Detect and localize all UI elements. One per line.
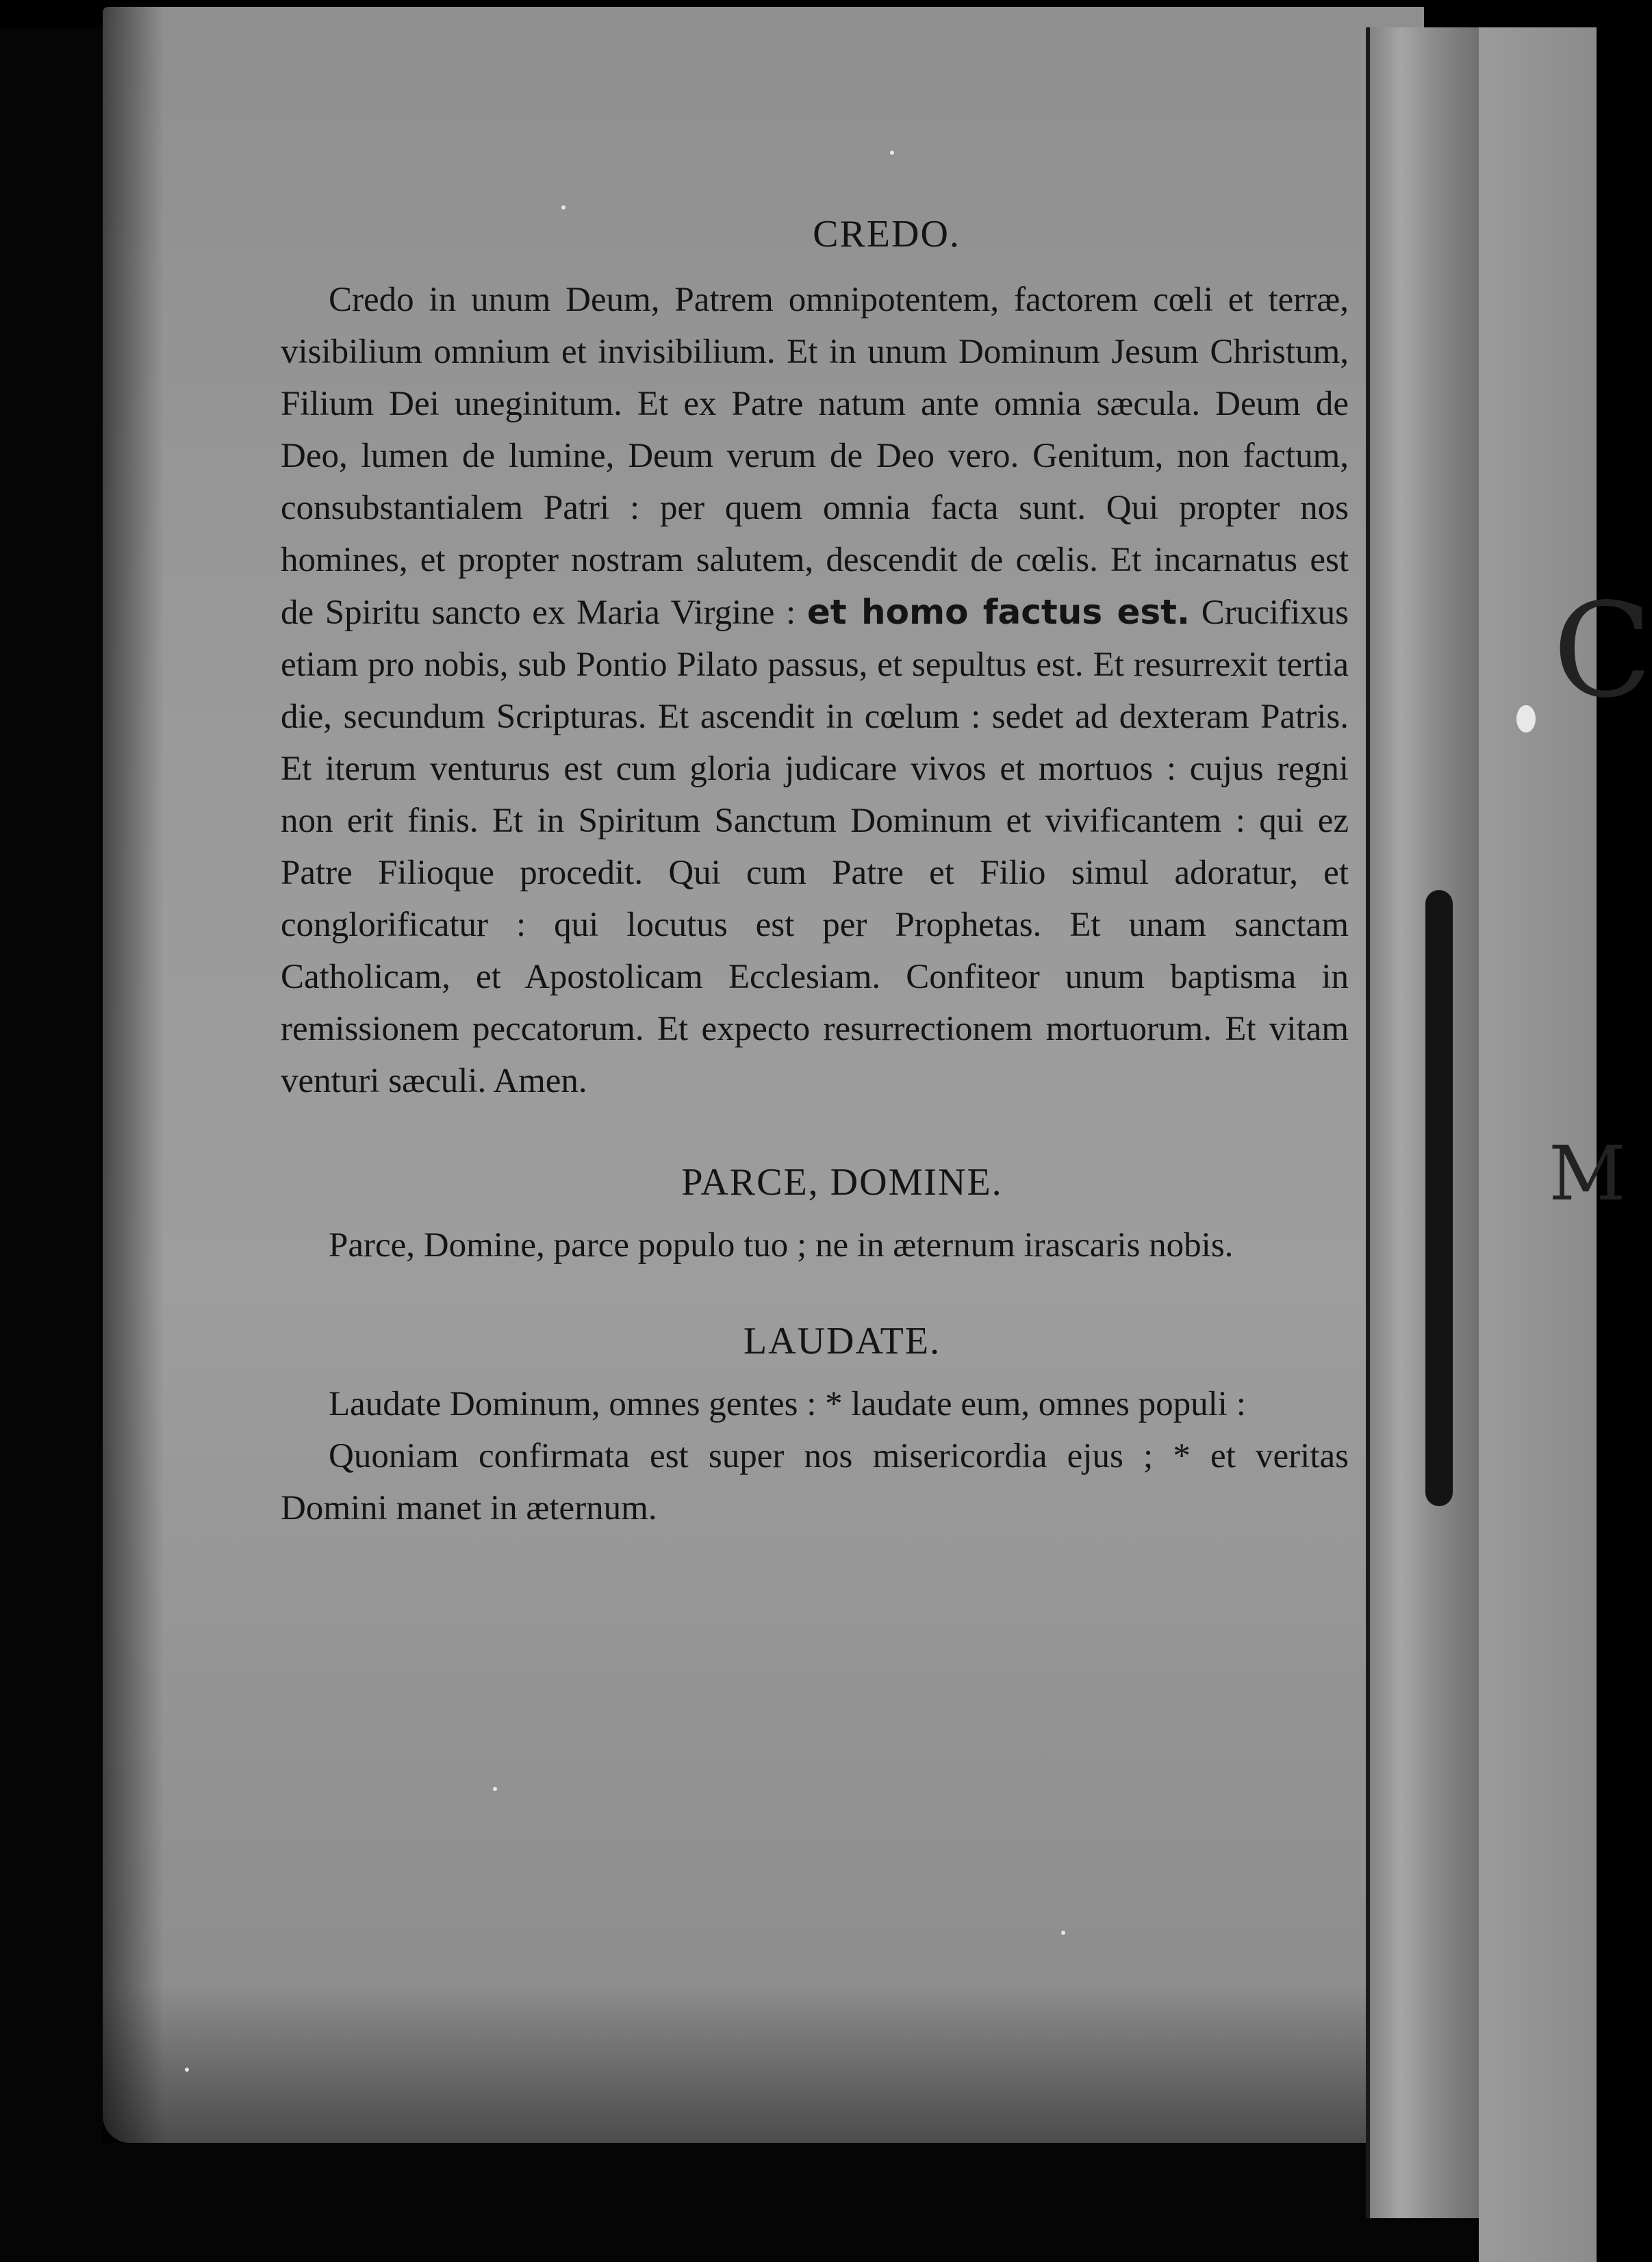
- text-column: [281, 205, 1349, 1534]
- paper-shadow-left: [103, 7, 164, 2143]
- scan-speck: [185, 2068, 189, 2072]
- credo-heading: CREDO.: [813, 213, 961, 255]
- page-gutter-fold: [1366, 27, 1482, 2218]
- scan-speck: [493, 1787, 497, 1791]
- parce-heading: PARCE, DOMINE.: [681, 1161, 1003, 1204]
- gutter-crease-line: [1366, 27, 1370, 2218]
- credo-text-part: Crucifixus etiam pro nobis, sub Pontio Pilato passus, et sepultus est. Et resurrexit tertia die, secundum Scripturas. Et ascendit in cœlum : sedet ad dexteram Patris. Et iterum venturus est cum gloria judicare vivos et mortuos : cujus regni non erit finis. Et in Spiritum Sanctum Dominum et vivificantem : qui ez Patre Filioque procedit. Qui cum Patre et Filio simul adoratur, et conglorificatur : qui locutus est per Prophetas. Et unam sanctam Catholicam, et Apostolicam Ecclesiam. Confiteor unum baptisma in remissionem peccatorum. Et expecto resurrectionem mortuorum. Et vitam venturi sæculi. Amen.: [281, 594, 1349, 1100]
- adjacent-page-letter: M: [1549, 1130, 1626, 1217]
- scan-speck: [1516, 705, 1536, 733]
- credo-text-part: Credo in unum Deum, Patrem omnipotentem, factorem cœli et terræ, visibilium omnium et invisibilium. Et in unum Dominum Jesum Christum, Filium Dei uneginitum. Et ex Patre natum ante omnia sæcula. Deum de Deo, lumen de lumine, Deum verum de Deo vero. Genitum, non factum, consubstantialem Patri : per quem omnia facta sunt. Qui propter nos homines, et propter nostram salutem, descendit de cœlis. Et incarnatus est de Spiritu sancto ex Maria Virgine :: [281, 281, 1349, 632]
- laudate-heading: LAUDATE.: [743, 1320, 941, 1362]
- credo-bold-phrase: et homo factus est.: [806, 592, 1191, 632]
- scan-speck: [890, 151, 894, 155]
- laudate-verse: Quoniam confirmata est super nos misericordia ejus ; * et veritas Domini manet in æternum.: [281, 1437, 1349, 1527]
- laudate-verse: Laudate Dominum, omnes gentes : * laudate eum, omnes populi :: [329, 1385, 1246, 1423]
- paper-shadow-bottom: [103, 1985, 1424, 2143]
- parce-paragraph: Parce, Domine, parce populo tuo ; ne in æternum irascaris nobis.: [329, 1226, 1234, 1265]
- scan-speck: [1061, 1931, 1065, 1935]
- adjacent-page-letter: C: [1553, 575, 1652, 726]
- paper-tear: [1425, 890, 1453, 1506]
- credo-paragraph: [281, 274, 1349, 1107]
